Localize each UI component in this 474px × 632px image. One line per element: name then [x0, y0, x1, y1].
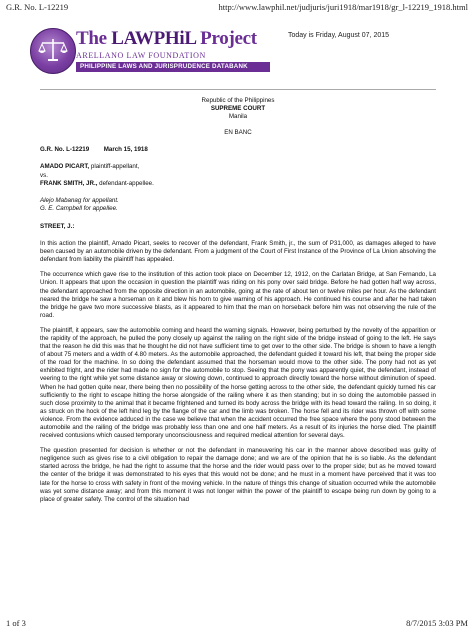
case-number: G.R. No. L-12219 [40, 146, 90, 154]
databank-banner: PHILIPPINE LAWS AND JURISPRUDENCE DATABANK [76, 62, 270, 72]
print-timestamp: 8/7/2015 3:03 PM [406, 618, 468, 628]
header-divider [40, 89, 436, 90]
counsel-appellee: G. E. Campbell for appellee. [40, 204, 118, 212]
paragraph: In this action the plaintiff, Amado Picart, seeks to recover of the defendant, Frank Smith, jr., the sum of P31,000, as damages alleged to have been caused by an automobile driven by the defendant. From a judgment of the Court of First Instance of the Province of La Union absolving the defendant from liability the plaintiff has appealed. [40, 240, 436, 264]
court-division: EN BANC [224, 129, 252, 137]
lawphil-seal-logo [30, 28, 76, 74]
print-header [6, 2, 468, 14]
counsel [40, 197, 436, 213]
counsel-appellant: Alejo Mabanag for appellant. [40, 196, 119, 204]
print-header-url: http://www.lawphil.net/judjuris/juri1918/mar1918/gr_l-12219_1918.html [218, 2, 468, 12]
plaintiff-role: plaintiff-appellant, [89, 163, 140, 171]
page-count: 1 of 3 [6, 618, 26, 628]
republic-line: Republic of the Philippines [201, 97, 275, 104]
scales-icon [31, 29, 75, 73]
court-city: Manila [228, 113, 248, 121]
site-title [76, 28, 257, 50]
plaintiff-line [40, 163, 436, 171]
decision-document [40, 97, 436, 511]
plaintiff-name: AMADO PICART, [40, 163, 90, 171]
defendant-name: FRANK SMITH, JR., [40, 179, 98, 187]
site-title-the: The [76, 28, 112, 49]
paragraph: The occurrence which gave rise to the institution of this action took place on December 12, 1912, on the Carlatan Bridge, at San Fernando, La Union. It appears that upon the occasion in question the plaintiff was riding on his pony over said bridge. Before he had gotten half way across, the defendant approached from the opposite direction in an automobile, going at the rate of about ten or twelve miles per hour. As the defendant neared the bridge he saw a horseman on it and blew his horn to give warning of his approach. He continued his course and after he had taken the bridge he gave two more successive blasts, as it appeared to him that the man on horseback before him was not observing the rule of the road. [40, 271, 436, 319]
print-header-title: G.R. No. L-12219 [6, 2, 69, 12]
lawphil-banner[interactable] [30, 22, 270, 78]
paragraph: The question presented for decision is whether or not the defendant in maneuvering his car in the manner above described was guilty of negligence such as gives rise to a civil obligation to repair the damage done; and we are of the opinion that he is so liable. As the defendant started across the bridge, he had the right to assume that the horse and the rider would pass over to the proper side; but as he moved toward the center of the bridge it was demonstrated to his eyes that this would not be done; and he must in a moment have perceived that it was too late for the horse to cross with safety in front of the moving vehicle. In the nature of things this change of situation occurred while the automobile was yet some distance away; and from this moment it was not longer within the power of the plaintiff to escape being run down by going to a place of greater safety. The control of the situation had [40, 447, 436, 503]
paragraph: The plaintiff, it appears, saw the automobile coming and heard the warning signals. However, being perturbed by the novelty of the apparition or the rapidity of the approach, he pulled the pony closely up against the railing on the right side of the bridge instead of going to the left. He says that the reason he did this was that he thought he did not have sufficient time to get over to the other side. The bridge is shown to have a length of about 75 meters and a width of 4.80 meters. As the automobile approached, the defendant guided it toward his left, that being the proper side of the road for the machine. In so doing the defendant assumed that the horseman would move to the other side. The pony had not as yet exhibited fright, and the rider had made no sign for the automobile to stop. Seeing that the pony was apparently quiet, the defendant, instead of veering to the right while yet some distance away or slowing down, continued to approach directly toward the horse without diminution of speed. When he had gotten quite near, there being then no possibility of the horse getting across to the other side, the defendant quickly turned his car sufficiently to the right to escape hitting the horse alongside of the railing where it as then standing; but in so doing the automobile passed in such close proximity to the animal that it became frightened and turned its body across the bridge with its head toward the railing. In so doing, it as struck on the hock of the left hind leg by the flange of the car and the limb was broken. The horse fell and its rider was thrown off with some violence. From the evidence adduced in the case we believe that when the accident occurred the free space where the pony stood between the automobile and the railing of the bridge was probably less than one and one half meters. As a result of its injuries the horse died. The plaintiff received contusions which caused temporary unconsciousness and required medical attention for several days. [40, 326, 436, 440]
defendant-line [40, 180, 436, 188]
court-name: SUPREME COURT [210, 105, 266, 113]
site-title-project: Project [195, 28, 257, 49]
print-footer [6, 618, 468, 630]
ponente: STREET, J.: [40, 222, 75, 230]
site-title-name: LAWPHiL [111, 28, 196, 49]
versus: vs. [40, 171, 48, 179]
defendant-role: defendant-appellee. [97, 179, 154, 187]
foundation-name: ARELLANO LAW FOUNDATION [76, 51, 206, 60]
case-header [40, 146, 436, 154]
parties [40, 163, 436, 187]
today-date: Today is Friday, August 07, 2015 [288, 32, 390, 39]
case-date: March 15, 1918 [103, 146, 148, 154]
